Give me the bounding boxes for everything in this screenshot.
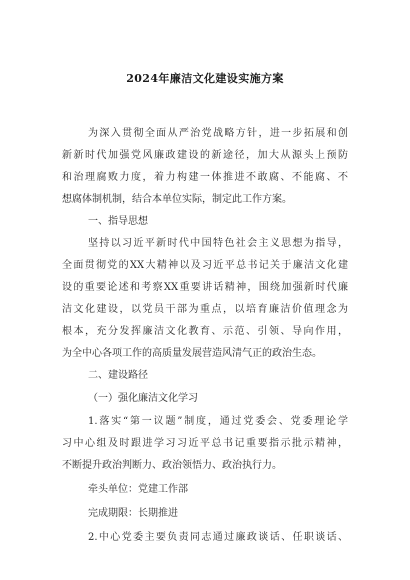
section2-heading: 二、建设路径 [88, 370, 148, 381]
section1-line-3: 设的重要论述和考察XX重要讲话精神，围绕加强新时代廉 [62, 282, 348, 293]
section1-line-2: 全面贯彻党的XX大精神以及习近平总书记关于廉洁文化建 [62, 260, 348, 271]
item1-line-1: 1.落实“第一议题”制度，通过党委会、党委理论学 [88, 416, 348, 427]
document-title: 2024年廉洁文化建设实施方案 [126, 72, 284, 85]
intro-line-3: 和治理腐败力度，着力构建一体推进不敢腐、不能腐、不 [62, 172, 348, 183]
intro-line-1: 为深入贯彻全面从严治党战略方针，进一步拓展和创 [88, 128, 348, 139]
section1-line-1: 坚持以习近平新时代中国特色社会主义思想为指导， [88, 238, 348, 249]
section1-line-6: 为全中心各项工作的高质量发展营造风清气正的政治生态。 [62, 348, 322, 359]
section1-heading: 一、指导思想 [88, 216, 148, 227]
lead-unit: 牵头单位：党建工作部 [88, 484, 188, 495]
intro-line-2: 新新时代加强党风廉政建设的新途径，加大从源头上预防 [62, 150, 348, 161]
intro-line-4: 想腐体制机制，结合本单位实际，制定此工作方案。 [62, 194, 292, 205]
section1-line-4: 洁文化建设，以党员干部为重点，以培育廉洁价值理念为 [62, 304, 348, 315]
item1-line-3: 不断提升政治判断力、政治领悟力、政治执行力。 [62, 460, 282, 471]
item2-line-1: 2.中心党委主要负责同志通过廉政谈话、任职谈话、 [88, 532, 348, 543]
section2-subheading: （一）强化廉洁文化学习 [88, 393, 198, 404]
deadline: 完成期限：长期推进 [88, 508, 178, 519]
section1-line-5: 根本，充分发挥廉洁文化教育、示范、引领、导向作用， [62, 326, 348, 337]
item1-line-2: 习中心组及时跟进学习习近平总书记重要指示批示精神， [62, 438, 348, 449]
